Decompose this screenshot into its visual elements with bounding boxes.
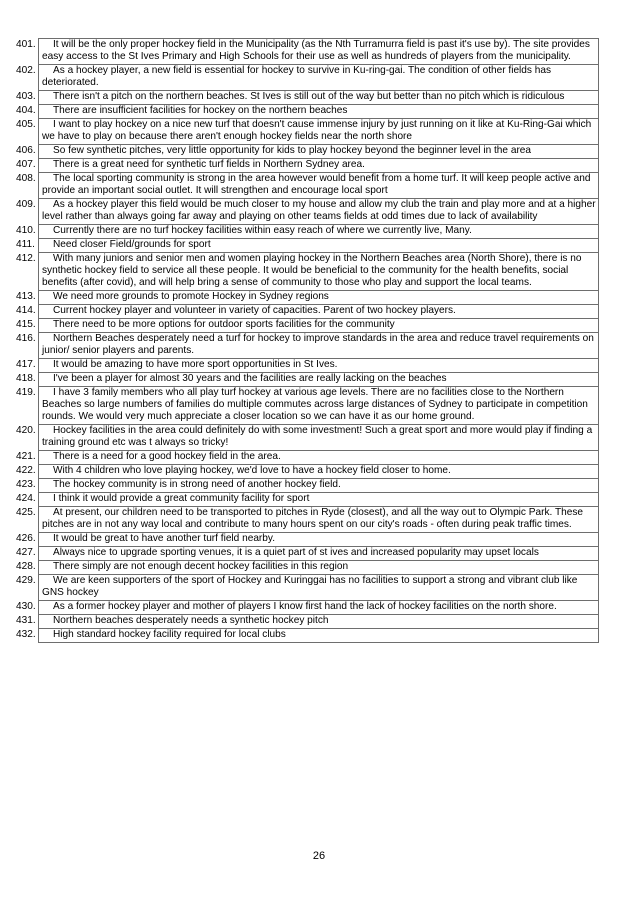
comment-text: We are keen supporters of the sport of Hockey and Kuringgai has no facilities to support a strong and vibrant club like GNS hockey <box>42 575 578 598</box>
comment-cell <box>16 465 599 479</box>
table-row <box>39 359 599 373</box>
comment-number: 409. <box>16 199 36 210</box>
comment-number: 401. <box>16 39 36 50</box>
comment-cell <box>16 373 599 387</box>
comment-number: 403. <box>16 91 36 102</box>
comment-number: 404. <box>16 105 36 116</box>
comment-text: Currently there are no turf hockey facilities within easy reach of where we currently live, Many. <box>53 225 472 236</box>
table-row <box>39 479 599 493</box>
comment-number: 407. <box>16 159 36 170</box>
table-row <box>39 425 599 451</box>
table-row <box>39 601 599 615</box>
comment-text: We need more grounds to promote Hockey in Sydney regions <box>53 291 329 302</box>
table-row <box>39 629 599 643</box>
table-row <box>39 173 599 199</box>
comment-text: It will be the only proper hockey field in the Municipality (as the Nth Turramurra field is past it's use by). The site provides easy access to the St Ives Primary and High Schools for their use as well as hundreds of players from the municipality. <box>42 39 590 62</box>
comment-number: 428. <box>16 561 36 572</box>
comment-cell <box>16 359 599 373</box>
comment-cell <box>16 493 599 507</box>
comment-number: 408. <box>16 173 36 184</box>
comment-cell <box>16 91 599 105</box>
comment-number: 423. <box>16 479 36 490</box>
comment-text: As a former hockey player and mother of players I know first hand the lack of hockey facilities on the north shore. <box>53 601 557 612</box>
comment-cell <box>16 575 599 601</box>
comment-cell <box>16 451 599 465</box>
table-row <box>39 119 599 145</box>
comment-cell <box>16 547 599 561</box>
table-row <box>39 333 599 359</box>
comment-cell <box>16 319 599 333</box>
comment-number: 419. <box>16 387 36 398</box>
comment-number: 421. <box>16 451 36 462</box>
comment-cell <box>16 145 599 159</box>
comment-text: Northern Beaches desperately need a turf for hockey to improve standards in the area and reduce travel requirements on junior/ senior players and parents. <box>42 333 594 356</box>
comment-number: 431. <box>16 615 36 626</box>
comment-text: It would be amazing to have more sport opportunities in St Ives. <box>53 359 338 370</box>
table-row <box>39 493 599 507</box>
comment-number: 410. <box>16 225 36 236</box>
comment-text: The local sporting community is strong in the area however would benefit from a home turf. It will keep people active and provide an important social outlet. It will strengthen and encourage local sport <box>42 173 591 196</box>
comment-text: There isn't a pitch on the northern beaches. St Ives is still out of the way but better than no pitch which is ridiculous <box>53 91 565 102</box>
comment-text: The hockey community is in strong need of another hockey field. <box>53 479 341 490</box>
comment-cell <box>16 291 599 305</box>
table-row <box>39 507 599 533</box>
comment-number: 418. <box>16 373 36 384</box>
table-row <box>39 319 599 333</box>
comment-cell <box>16 533 599 547</box>
table-row <box>39 145 599 159</box>
comment-cell <box>16 225 599 239</box>
comment-number: 411. <box>16 239 35 250</box>
table-row <box>39 199 599 225</box>
page-number: 26 <box>312 850 326 862</box>
table-row <box>39 615 599 629</box>
table-row <box>39 465 599 479</box>
comment-text: With many juniors and senior men and women playing hockey in the Northern Beaches area (North Shore), there is no synthetic hockey field to service all these people. It would be beneficial to the community for the health benefits, social benefits (after covid), and will help bring a sense of community to those who play and support the local teams. <box>42 253 582 288</box>
comment-cell <box>16 159 599 173</box>
table-row <box>39 533 599 547</box>
comment-number: 432. <box>16 629 36 640</box>
comment-cell <box>16 305 599 319</box>
table-row <box>39 451 599 465</box>
table-row <box>39 547 599 561</box>
comment-cell <box>16 199 599 225</box>
comment-cell <box>16 253 599 291</box>
comment-cell <box>16 629 599 643</box>
comment-cell <box>16 561 599 575</box>
comment-text: There are insufficient facilities for hockey on the northern beaches <box>53 105 348 116</box>
comment-number: 424. <box>16 493 36 504</box>
comment-text: High standard hockey facility required for local clubs <box>53 629 286 640</box>
comment-text: So few synthetic pitches, very little opportunity for kids to play hockey beyond the beginner level in the area <box>53 145 532 156</box>
table-row <box>39 373 599 387</box>
table-row <box>39 253 599 291</box>
comment-number: 427. <box>16 547 36 558</box>
comment-text: There is a great need for synthetic turf fields in Northern Sydney area. <box>53 159 365 170</box>
comment-text: At present, our children need to be transported to pitches in Ryde (closest), and all the way out to Olympic Park. These pitches are in not any way local and contribute to many hours spent on our city's roads - often during peak traffic times. <box>42 507 584 530</box>
comment-cell <box>16 239 599 253</box>
table-row <box>39 225 599 239</box>
comment-number: 429. <box>16 575 36 586</box>
comment-text: There simply are not enough decent hockey facilities in this region <box>53 561 349 572</box>
comment-text: As a hockey player this field would be much closer to my house and allow my club the train and play more and at a higher level rather than always going far away and playing on other teams fields at odd times due to lack of availability <box>42 199 596 222</box>
comment-text: Hockey facilities in the area could definitely do with some investment! Such a great sport and more would play if finding a training ground etc was t always so tricky! <box>42 425 593 448</box>
table-row <box>39 305 599 319</box>
comment-number: 416. <box>16 333 36 344</box>
comment-number: 402. <box>16 65 36 76</box>
comment-cell <box>16 39 599 65</box>
comment-text: Current hockey player and volunteer in variety of capacities. Parent of two hockey players. <box>53 305 456 316</box>
comment-cell <box>16 173 599 199</box>
comment-number: 425. <box>16 507 36 518</box>
table-row <box>39 291 599 305</box>
table-row <box>39 91 599 105</box>
table-row <box>39 105 599 119</box>
comment-cell <box>16 105 599 119</box>
comment-cell <box>16 601 599 615</box>
comment-text: Always nice to upgrade sporting venues, it is a quiet part of st ives and increased popularity may upset locals <box>53 547 539 558</box>
table-row <box>39 65 599 91</box>
comment-cell <box>16 119 599 145</box>
comment-text: Northern beaches desperately needs a synthetic hockey pitch <box>53 615 329 626</box>
comment-text: It would be great to have another turf field nearby. <box>53 533 276 544</box>
comment-number: 406. <box>16 145 36 156</box>
comment-text: I think it would provide a great community facility for sport <box>53 493 310 504</box>
table-row <box>39 561 599 575</box>
comment-text: I have 3 family members who all play turf hockey at various age levels. There are no facilities close to the Northern Beaches so large numbers of families do multiple commutes across large distances of Sydney to participate in competition rounds. We would very much appreciate a closer location so we can have it as our home ground. <box>42 387 588 422</box>
comment-text: Need closer Field/grounds for sport <box>53 239 211 250</box>
comment-cell <box>16 615 599 629</box>
comments-table-body <box>16 39 599 643</box>
comment-cell <box>16 507 599 533</box>
comments-table <box>16 38 599 643</box>
comment-cell <box>16 333 599 359</box>
comment-text: As a hockey player, a new field is essential for hockey to survive in Ku-ring-gai. The condition of other fields has deteriorated. <box>42 65 552 88</box>
table-row <box>39 39 599 65</box>
comment-number: 415. <box>16 319 36 330</box>
comment-cell <box>16 479 599 493</box>
comment-text: There need to be more options for outdoor sports facilities for the community <box>53 319 395 330</box>
comment-cell <box>16 425 599 451</box>
comment-number: 430. <box>16 601 36 612</box>
table-row <box>39 387 599 425</box>
comment-number: 422. <box>16 465 36 476</box>
comment-number: 426. <box>16 533 36 544</box>
comment-text: I've been a player for almost 30 years and the facilities are really lacking on the beaches <box>53 373 447 384</box>
comment-number: 420. <box>16 425 36 436</box>
comment-cell <box>16 387 599 425</box>
comment-number: 412. <box>16 253 36 264</box>
table-row <box>39 159 599 173</box>
table-row <box>39 239 599 253</box>
comment-number: 417. <box>16 359 36 370</box>
comment-number: 405. <box>16 119 36 130</box>
comment-text: There is a need for a good hockey field in the area. <box>53 451 281 462</box>
comment-text: I want to play hockey on a nice new turf that doesn't cause immense injury by just running on it like at Ku-Ring-Gai which we have to play on because there aren't enough hockey fields near the north shore <box>42 119 592 142</box>
comment-cell <box>16 65 599 91</box>
comment-text: With 4 children who love playing hockey, we'd love to have a hockey field closer to home. <box>53 465 451 476</box>
comment-number: 414. <box>16 305 36 316</box>
table-row <box>39 575 599 601</box>
comment-number: 413. <box>16 291 36 302</box>
